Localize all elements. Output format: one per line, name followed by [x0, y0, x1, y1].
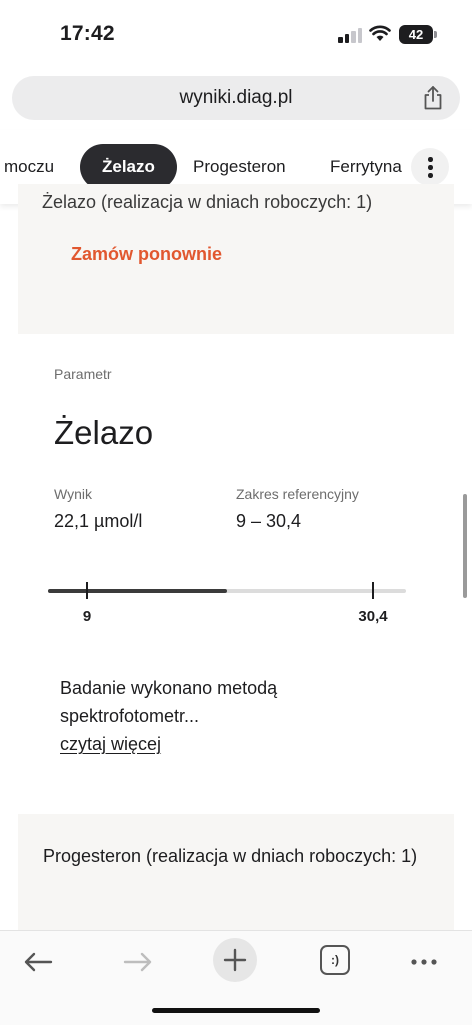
back-arrow-icon[interactable]	[14, 937, 64, 987]
tabs-icon[interactable]: :)	[320, 945, 350, 975]
results-content	[0, 192, 472, 930]
battery-tip	[434, 31, 437, 38]
range-min-label: 9	[82, 608, 92, 625]
scrollbar[interactable]	[463, 494, 467, 598]
signal-icon	[338, 27, 364, 43]
tab-zelazo[interactable]: Żelazo	[80, 144, 177, 190]
wifi-icon	[369, 24, 391, 42]
battery-icon: 42	[399, 25, 433, 44]
tab-moczu[interactable]: moczu	[4, 157, 55, 176]
share-icon[interactable]	[422, 86, 444, 110]
reference-range-label: Zakres referencyjny	[236, 486, 359, 502]
parameter-label: Parametr	[54, 366, 112, 382]
forward-arrow-icon[interactable]	[112, 937, 162, 987]
reference-range-value: 9 – 30,4	[236, 511, 302, 531]
reorder-button[interactable]: Zamów ponownie	[71, 244, 222, 264]
url-text[interactable]: wyniki.diag.pl	[179, 87, 293, 108]
method-description: Badanie wykonano metodą spektrofotometr...	[60, 678, 278, 726]
result-value: 22,1 µmol/l	[54, 511, 143, 531]
tab-progesteron[interactable]: Progesteron	[193, 157, 286, 176]
address-bar[interactable]	[12, 76, 460, 120]
next-card-title: Progesteron (realizacja w dniach roboczych: 1)	[43, 846, 418, 866]
more-icon[interactable]	[400, 937, 450, 987]
status-bar	[0, 0, 472, 64]
tab-ferrytyna[interactable]: Ferrytyna	[330, 157, 402, 176]
plus-icon	[213, 938, 257, 982]
home-indicator	[152, 1008, 320, 1013]
status-time: 17:42	[60, 22, 115, 45]
range-max-tick	[372, 582, 374, 599]
range-max-label: 30,4	[358, 608, 388, 625]
parameter-name: Żelazo	[54, 414, 154, 451]
range-min-tick	[86, 582, 88, 599]
range-bar-fill	[48, 589, 227, 593]
previous-test-card	[18, 184, 454, 334]
result-label: Wynik	[54, 486, 92, 502]
new-tab-button[interactable]	[213, 938, 257, 982]
more-tabs-icon[interactable]	[411, 148, 449, 186]
previous-card-title: Żelazo (realizacja w dniach roboczych: 1)	[42, 192, 373, 212]
read-more-link[interactable]: czytaj więcej	[60, 734, 162, 754]
